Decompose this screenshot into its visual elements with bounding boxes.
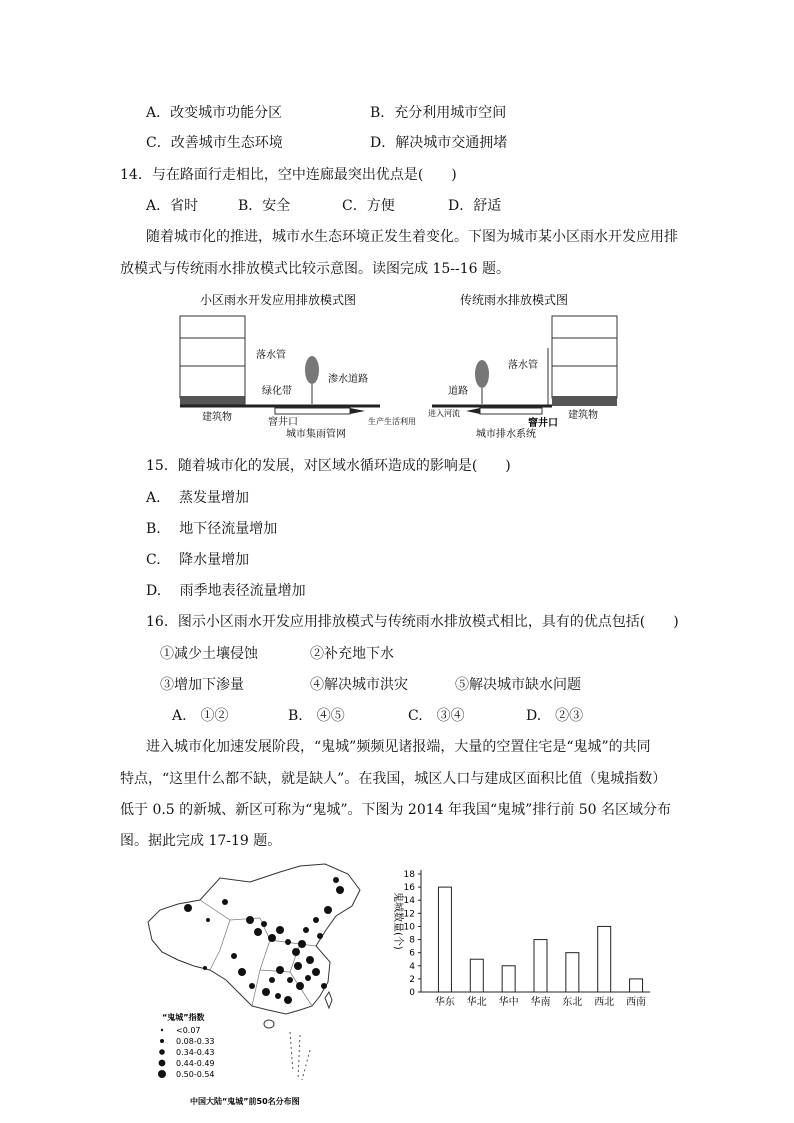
- right-label-manhole: 窨井口: [528, 418, 558, 429]
- x-category-label: 西南: [626, 997, 647, 1008]
- right-label-drainage: 城市排水系统: [476, 429, 536, 440]
- q16-item-5: ⑤解决城市缺水问题: [455, 677, 581, 693]
- x-category-label: 华南: [530, 997, 551, 1008]
- x-category-label: 华东: [434, 997, 455, 1008]
- left-label-downpipe: 落水管: [256, 350, 286, 361]
- q16-item-4: ④解决城市洪灾: [310, 677, 408, 693]
- q15-stem: 15．随着城市化的发展，对区域水循环造成的影响是( ): [146, 458, 511, 474]
- intro-17-19-line2: 特点，“这里什么都不缺，就是缺人”。在我国，城区人口与建成区面积比值（鬼城指数）: [120, 771, 667, 787]
- right-label-downpipe: 落水管: [508, 360, 538, 371]
- left-tree: [305, 356, 319, 404]
- ghost-city-bar-chart: [385, 862, 655, 1012]
- ghost-city-map: [140, 860, 380, 1110]
- x-category-label: 东北: [562, 997, 583, 1008]
- legend-item-1: <0.07: [176, 1026, 201, 1035]
- intro-17-19-line1: 进入城市化加速发展阶段，“鬼城”频频见诸报端，大量的空置住宅是“鬼城”的共同: [146, 739, 651, 755]
- q16-item-2: ②补充地下水: [310, 646, 394, 662]
- right-label-building: 建筑物: [568, 410, 598, 421]
- q16-stem: 16．图示小区雨水开发应用排放模式与传统雨水排放模式相比，具有的优点包括( ): [146, 614, 679, 630]
- y-tick-label: 12: [403, 909, 415, 920]
- left-label-manhole: 窨井口: [268, 417, 298, 428]
- q14-option-a: A．省时: [146, 198, 199, 214]
- q14-stem: 14．与在路面行走相比，空中连廊最突出优点是( ): [120, 167, 457, 183]
- q15-option-d: D. 雨季地表径流量增加: [146, 583, 306, 599]
- right-pipe: [480, 408, 542, 414]
- y-tick-label: 4: [409, 961, 415, 972]
- south-sea-islands: [290, 1032, 310, 1080]
- left-label-permeable-road: 渗水道路: [328, 374, 368, 385]
- q16-item-1: ①减少土壤侵蚀: [160, 646, 258, 662]
- legend-items: [158, 1026, 215, 1079]
- q16-option-d: D. ②③: [526, 708, 584, 724]
- legend-item-3: 0.34-0.43: [176, 1048, 215, 1057]
- right-label-road: 道路: [448, 386, 468, 397]
- q16-option-c: C. ③④: [408, 708, 465, 724]
- left-label-pipe-network: 城市集雨管网: [286, 429, 346, 440]
- y-tick-label: 0: [409, 988, 415, 998]
- left-building: [180, 316, 245, 406]
- right-figure-title: 传统雨水排放模式图: [460, 293, 569, 307]
- y-tick-label: 18: [403, 870, 415, 880]
- bar-华中: [502, 966, 515, 992]
- right-tree: [475, 360, 489, 404]
- intro-15-16-line2: 放模式与传统雨水排放模式比较示意图。读图完成 15--16 题。: [120, 261, 510, 277]
- q13-option-c: C．改善城市生态环境: [146, 135, 283, 151]
- q14-option-c: C．方便: [342, 198, 395, 214]
- intro-17-19-line4: 图。据此完成 17-19 题。: [120, 833, 282, 849]
- y-tick-label: 14: [403, 896, 415, 907]
- bar-华东: [438, 887, 451, 992]
- chart-ylabel: 鬼城数量(个): [392, 892, 403, 950]
- q16-option-b: B. ④⑤: [288, 708, 345, 724]
- intro-17-19-line3: 低于 0.5 的新城、新区可称为“鬼城”。下图为 2014 年我国“鬼城”排行前 50 名区域分布: [120, 802, 672, 818]
- left-arrow: [350, 408, 365, 414]
- hainan-island: [264, 1020, 274, 1028]
- intro-15-16-line1: 随着城市化的推进，城市水生态环境正发生着变化。下图为城市某小区雨水开发应用排: [146, 229, 678, 245]
- q13-option-a: A．改变城市功能分区: [146, 105, 283, 121]
- q15-option-b: B. 地下径流量增加: [146, 521, 278, 537]
- taiwan-island: [325, 992, 332, 1008]
- q14-option-d: D．舒适: [448, 198, 502, 214]
- left-label-green-belt: 绿化带: [262, 386, 292, 397]
- y-tick-label: 16: [403, 883, 415, 894]
- x-category-label: 华中: [498, 997, 519, 1008]
- q16-option-a: A. ①②: [172, 708, 229, 724]
- bar-华南: [534, 940, 547, 992]
- right-label-river: 进入河流: [428, 409, 460, 418]
- right-arrow: [466, 408, 480, 414]
- q13-option-b: B．充分利用城市空间: [370, 105, 507, 121]
- rainwater-comparison-figure: [170, 288, 630, 443]
- q14-option-b: B．安全: [238, 198, 291, 214]
- x-category-label: 华北: [466, 997, 487, 1008]
- y-tick-label: 8: [409, 935, 415, 946]
- bar-西北: [598, 926, 611, 992]
- q15-option-a: A. 蒸发量增加: [146, 490, 250, 506]
- bar-西南: [630, 979, 643, 992]
- china-outline: [148, 864, 360, 1014]
- y-tick-label: 6: [409, 948, 415, 959]
- legend-item-4: 0.44-0.49: [176, 1059, 215, 1068]
- y-tick-label: 10: [403, 922, 415, 933]
- map-caption: 中国大陆“鬼城”前50名分布图: [190, 1097, 300, 1106]
- legend-item-5: 0.50-0.54: [176, 1070, 215, 1079]
- left-label-reuse: 生产生活利用: [368, 417, 416, 426]
- legend-item-2: 0.08-0.33: [176, 1037, 215, 1046]
- left-label-building: 建筑物: [202, 412, 232, 423]
- bar-华北: [470, 959, 483, 992]
- q13-option-d: D．解决城市交通拥堵: [370, 135, 508, 151]
- q15-option-c: C. 降水量增加: [146, 552, 250, 568]
- legend-title: “鬼城”指数: [162, 1013, 205, 1022]
- q16-item-3: ③增加下渗量: [160, 677, 244, 693]
- left-pipe: [275, 408, 350, 414]
- x-category-label: 西北: [594, 997, 615, 1008]
- left-figure-title: 小区雨水开发应用排放模式图: [200, 293, 357, 307]
- bar-东北: [566, 953, 579, 992]
- y-tick-label: 2: [409, 974, 415, 985]
- right-building: [552, 316, 617, 406]
